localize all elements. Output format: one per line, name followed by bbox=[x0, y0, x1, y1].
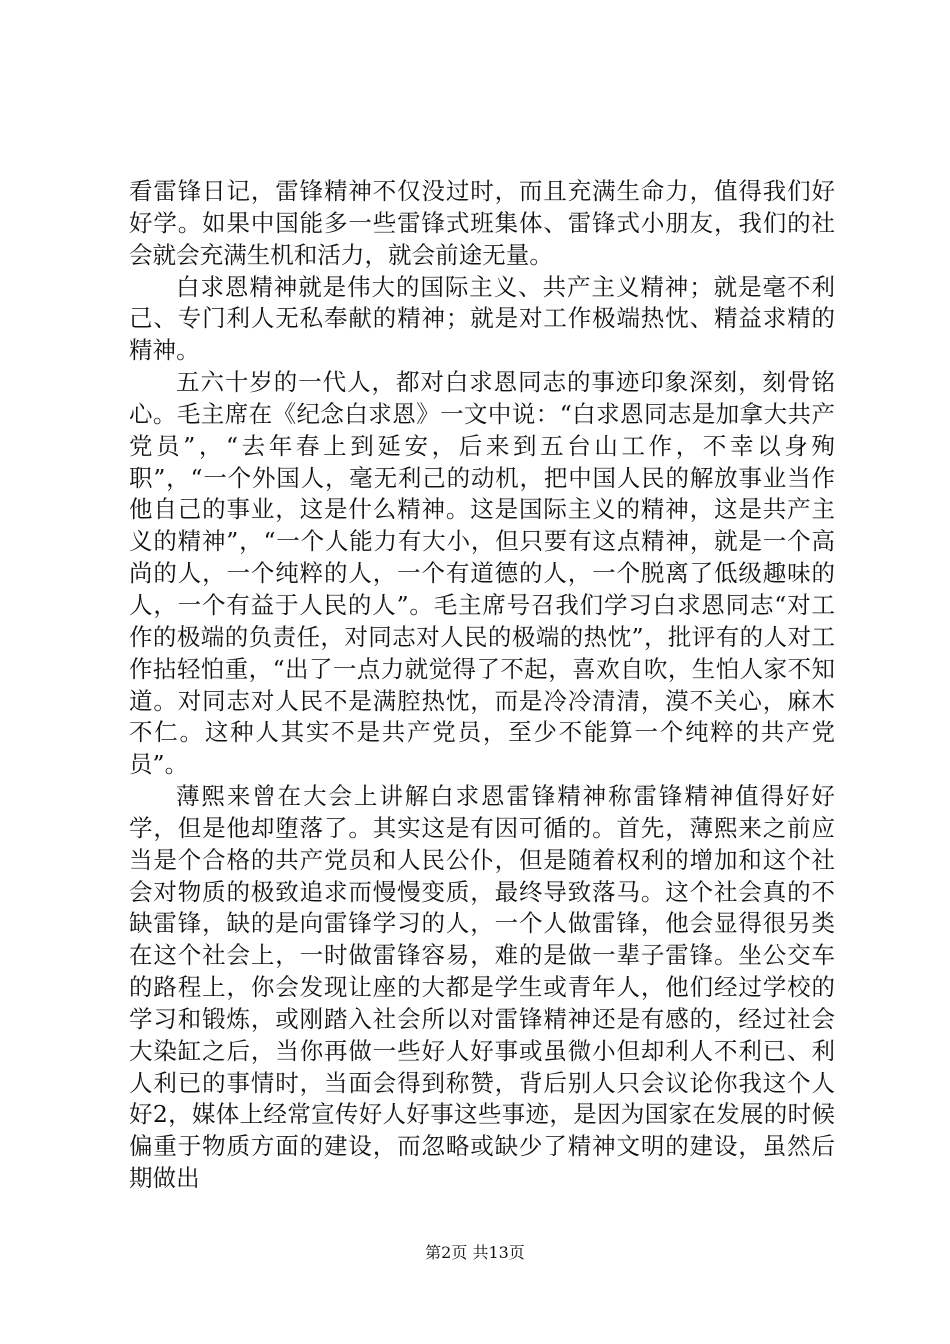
document-body bbox=[129, 176, 835, 1195]
paragraph-4: 薄熙来曾在大会上讲解白求恩雷锋精神称雷锋精神值得好好学，但是他却堕落了。其实这是有因可循的。首先，薄熙来之前应当是个合格的共产党员和人民公仆，但是随着权利的增加和这个社会对物质的极致追求而慢慢变质，最终导致落马。这个社会真的不缺雷锋，缺的是向雷锋学习的人，一个人做雷锋，他会显得很另类在这个社会上，一时做雷锋容易，难的是做一辈子雷锋。坐公交车的路程上，你会发现让座的大都是学生或青年人，他们经过学校的学习和锻炼，或刚踏入社会所以对雷锋精神还是有感的，经过社会大染缸之后，当你再做一些好人好事或虽微小但却利人不利已、利人利已的事情时，当面会得到称赞，背后别人只会议论你我这个人好2，媒体上经常宣传好人好事这些事迹，是因为国家在发展的时候偏重于物质方面的建设，而忽略或缺少了精神文明的建设，虽然后期做出 bbox=[129, 782, 835, 1193]
paragraph-1: 看雷锋日记，雷锋精神不仅没过时，而且充满生命力，值得我们好好学。如果中国能多一些雷锋式班集体、雷锋式小朋友，我们的社会就会充满生机和活力，就会前途无量。 bbox=[129, 177, 835, 269]
page-number-footer: 第2页 共13页 bbox=[425, 1243, 525, 1262]
paragraph-3: 五六十岁的一代人，都对白求恩同志的事迹印象深刻，刻骨铭心。毛主席在《纪念白求恩》一文中说：“白求恩同志是加拿大共产党员”，“去年春上到延安，后来到五台山工作，不幸以身殉职”，“一个外国人，毫无利己的动机，把中国人民的解放事业当作他自己的事业，这是什么精神。这是国际主义的精神，这是共产主义的精神”，“一个人能力有大小，但只要有这点精神，就是一个高尚的人，一个纯粹的人，一个有道德的人，一个脱离了低级趣味的人，一个有益于人民的人”。毛主席号召我们学习白求恩同志“对工作的极端的负责任，对同志对人民的极端的热忱”，批评有的人对工作拈轻怕重，“出了一点力就觉得了不起，喜欢自吹，生怕人家不知道。对同志对人民不是满腔热忱，而是冷冷清清，漠不关心，麻木不仁。这种人其实不是共产党员，至少不能算一个纯粹的共产党员”。 bbox=[129, 368, 835, 779]
paragraph-2: 白求恩精神就是伟大的国际主义、共产主义精神；就是毫不利己、专门利人无私奉献的精神；就是对工作极端热忱、精益求精的精神。 bbox=[129, 272, 835, 365]
